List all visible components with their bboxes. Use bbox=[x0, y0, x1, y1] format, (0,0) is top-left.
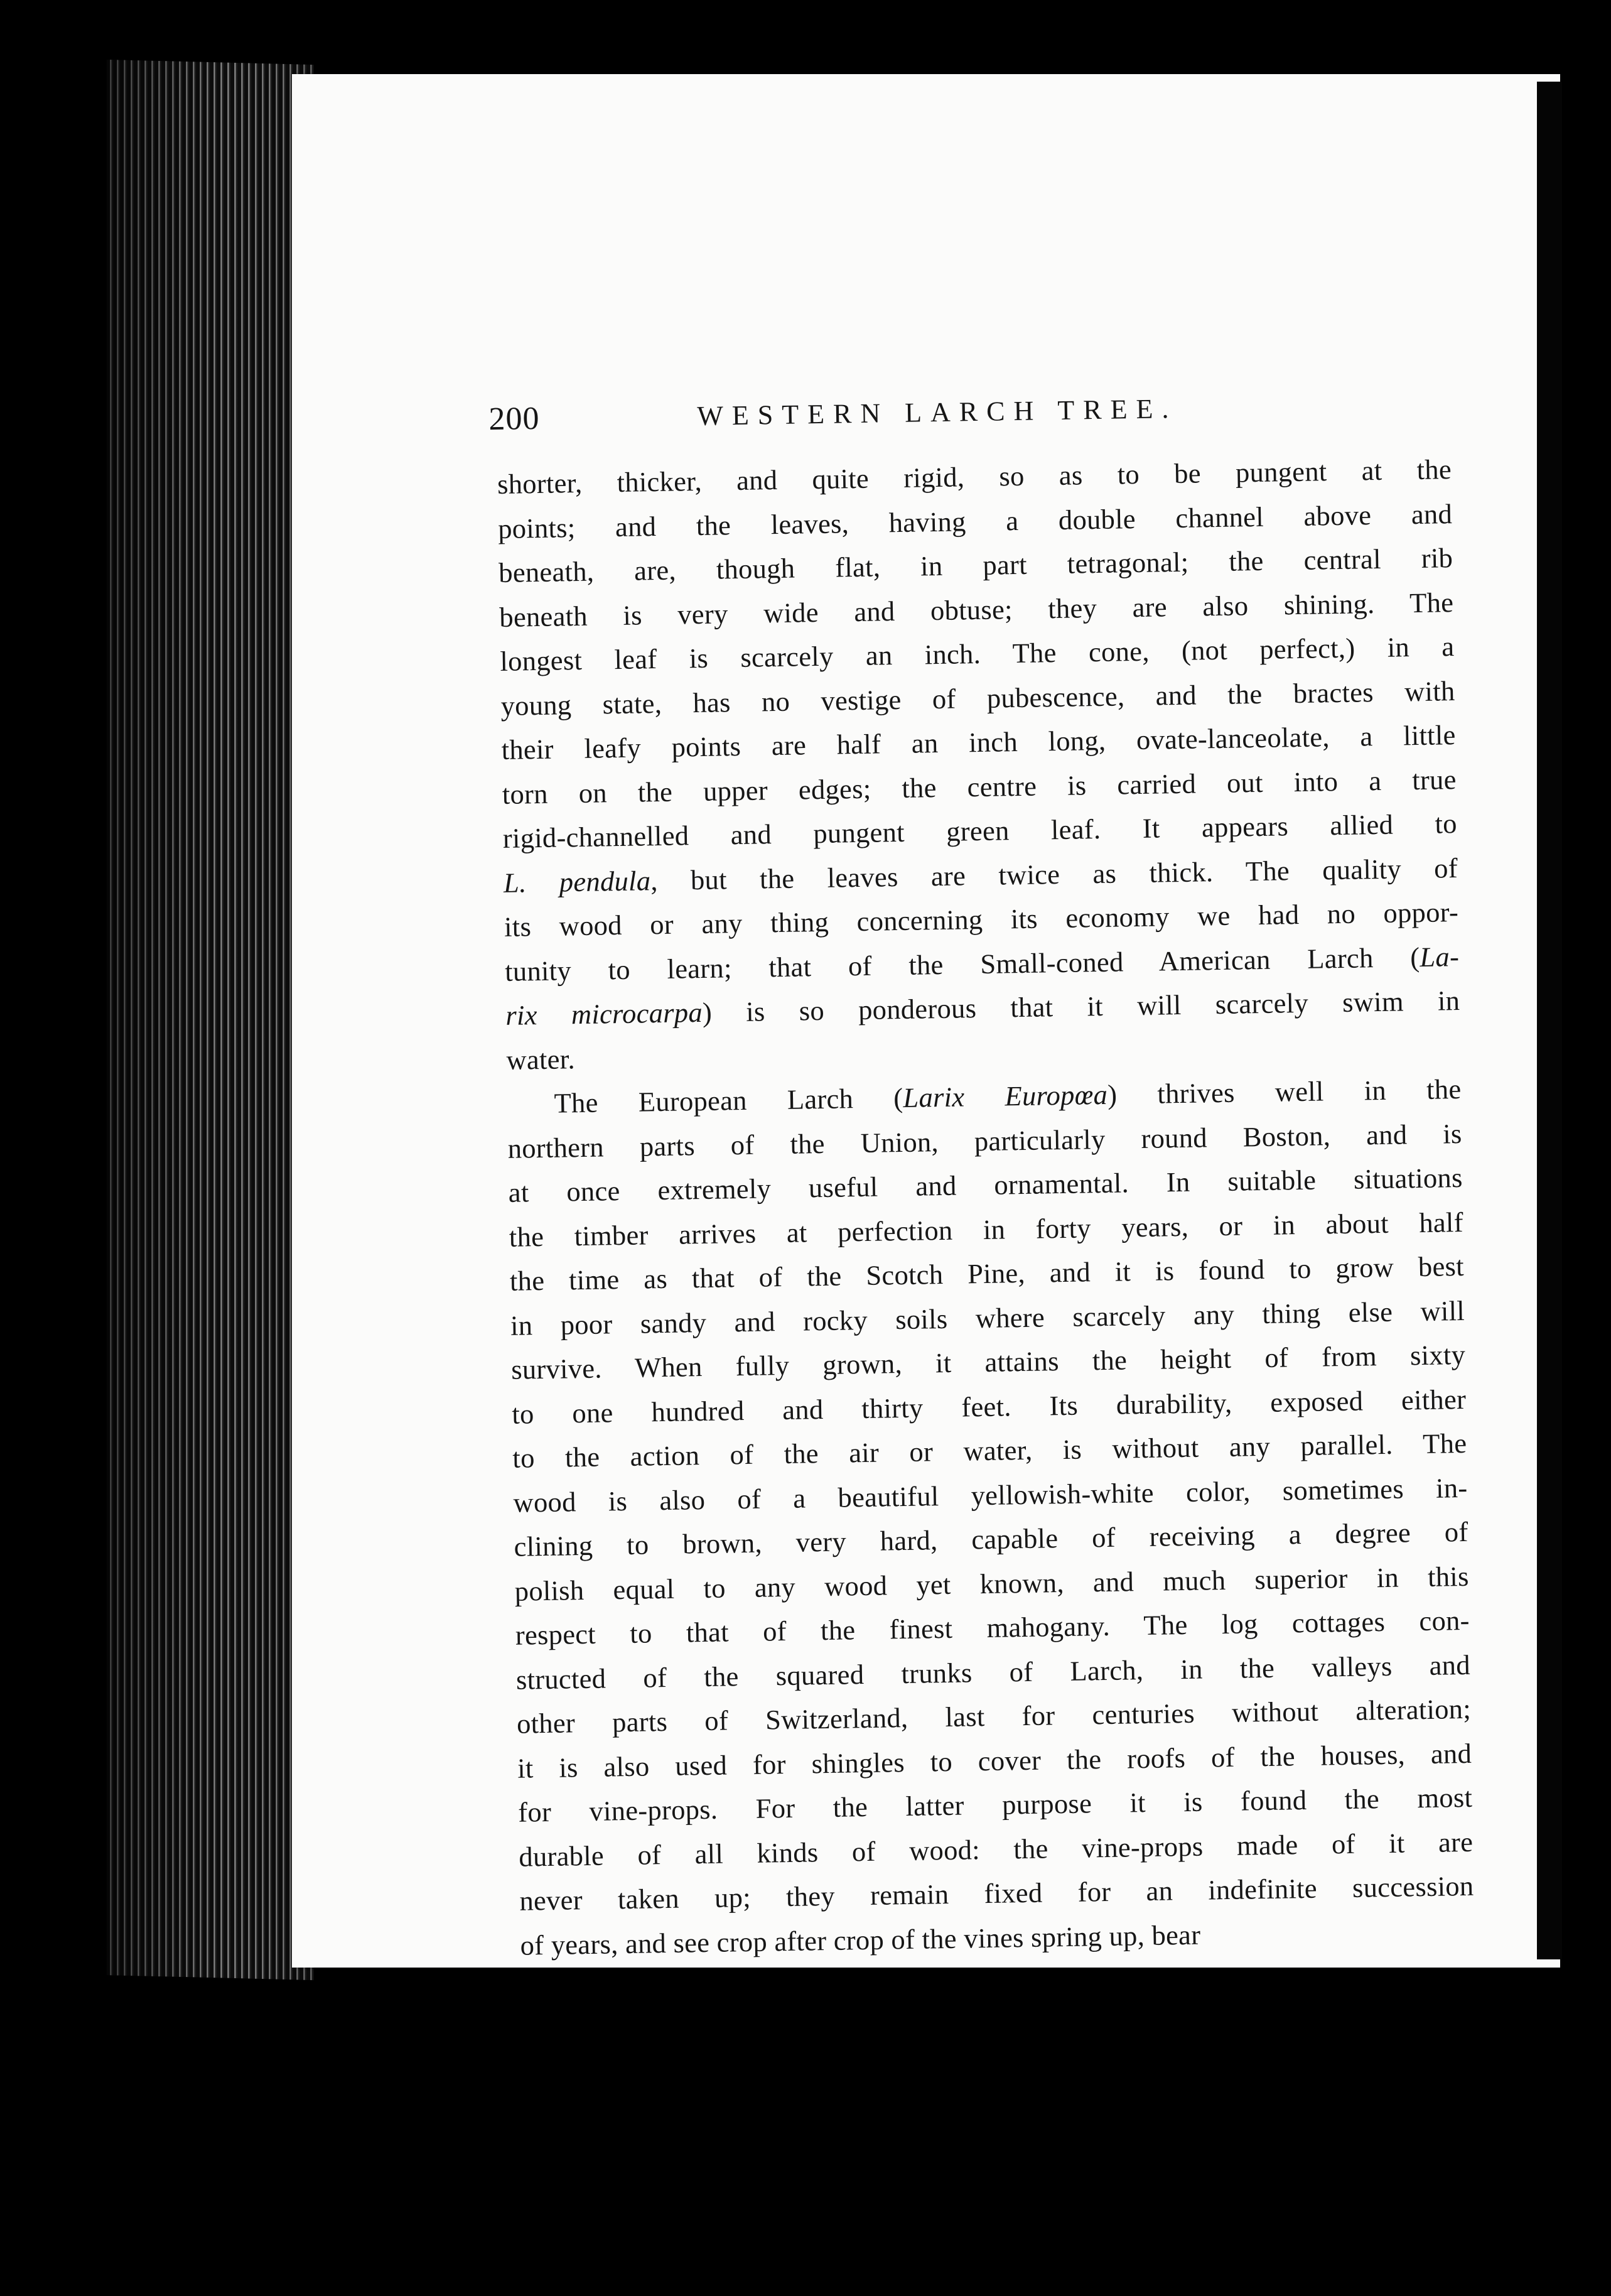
text-segment: to one hundred and thirty feet. Its durability, exposed either bbox=[511, 1383, 1467, 1430]
text-segment: of years, and see crop after crop of the vines spring up, bear bbox=[520, 1919, 1201, 1961]
text-segment: it is also used for shingles to cover the roofs of the houses, and bbox=[517, 1737, 1472, 1784]
text-segment: ) is so ponderous that it will scarcely swim in bbox=[702, 985, 1460, 1028]
body-text bbox=[497, 447, 1475, 1968]
text-segment: longest leaf is scarcely an inch. The cone, (not perfect,) in a bbox=[500, 631, 1455, 677]
text-segment: for vine-props. For the latter purpose it is found the most bbox=[517, 1781, 1473, 1828]
text-segment: torn on the upper edges; the centre is carried out into a true bbox=[502, 763, 1457, 810]
text-segment: beneath, are, though flat, in part tetragonal; the central rib bbox=[498, 542, 1453, 588]
italic-text: Larix Europœa bbox=[903, 1078, 1108, 1113]
text-segment: tunity to learn; that of the Small-coned American Larch ( bbox=[504, 941, 1420, 987]
italic-text: L. pendula bbox=[503, 864, 651, 899]
text-segment: durable of all kinds of wood: the vine-props made of it are bbox=[519, 1826, 1474, 1873]
text-segment: northern parts of the Union, particularly round Boston, and is bbox=[507, 1117, 1462, 1164]
italic-text: rix microcarpa bbox=[505, 996, 703, 1031]
text-segment: clining to brown, very hard, capable of receiving a degree of bbox=[514, 1515, 1468, 1562]
page-number: 200 bbox=[488, 400, 540, 438]
text-segment: respect to that of the finest mahogany. The log cottages con- bbox=[515, 1604, 1470, 1651]
facing-page-shadow bbox=[1537, 82, 1562, 1959]
text-segment: rigid-channelled and pungent green leaf. It appears allied to bbox=[502, 808, 1458, 854]
text-segment: the time as that of the Scotch Pine, and it is found to grow best bbox=[509, 1250, 1465, 1297]
text-segment: shorter, thicker, and quite rigid, so as to be pungent at the bbox=[497, 453, 1452, 500]
running-head bbox=[488, 386, 1451, 451]
text-segment: polish equal to any wood yet known, and much superior in this bbox=[514, 1560, 1469, 1607]
text-segment: wood is also of a beautiful yellowish-white color, sometimes in- bbox=[513, 1471, 1468, 1519]
text-segment: The European Larch ( bbox=[554, 1081, 903, 1119]
text-segment: ) thrives well in the bbox=[1107, 1073, 1462, 1110]
italic-text: La- bbox=[1419, 940, 1460, 973]
page-content bbox=[488, 386, 1475, 1968]
text-segment: , but the leaves are twice as thick. The quality of bbox=[650, 852, 1458, 896]
text-segment: survive. When fully grown, it attains the height of from sixty bbox=[510, 1338, 1466, 1385]
text-segment: to the action of the air or water, is without any parallel. The bbox=[512, 1427, 1467, 1474]
text-segment: the timber arrives at perfection in forty years, or in about half bbox=[509, 1206, 1464, 1253]
book-page-edges bbox=[107, 60, 314, 1980]
text-segment: never taken up; they remain fixed for an indefinite succession bbox=[519, 1870, 1474, 1917]
running-head-title: WESTERN LARCH TREE. bbox=[697, 393, 1178, 431]
paragraph bbox=[497, 447, 1461, 1082]
text-segment: its wood or any thing concerning its economy we had no oppor- bbox=[504, 896, 1459, 943]
text-segment: their leafy points are half an inch long, ovate-lanceolate, a little bbox=[501, 719, 1456, 766]
paragraph bbox=[507, 1067, 1475, 1968]
text-segment: water. bbox=[506, 1042, 576, 1076]
text-segment: structed of the squared trunks of Larch, in the valleys and bbox=[515, 1649, 1471, 1696]
text-segment: young state, has no vestige of pubescence, and the bractes with bbox=[500, 674, 1455, 722]
text-segment: in poor sandy and rocky soils where scarcely any thing else will bbox=[510, 1294, 1465, 1341]
book-page bbox=[292, 74, 1560, 1968]
text-segment: other parts of Switzerland, last for centuries without alteration; bbox=[516, 1692, 1472, 1740]
text-segment: at once extremely useful and ornamental. In suitable situations bbox=[508, 1161, 1463, 1208]
text-segment: points; and the leaves, having a double channel above and bbox=[497, 497, 1453, 544]
text-segment: beneath is very wide and obtuse; they are also shining. The bbox=[499, 586, 1454, 633]
